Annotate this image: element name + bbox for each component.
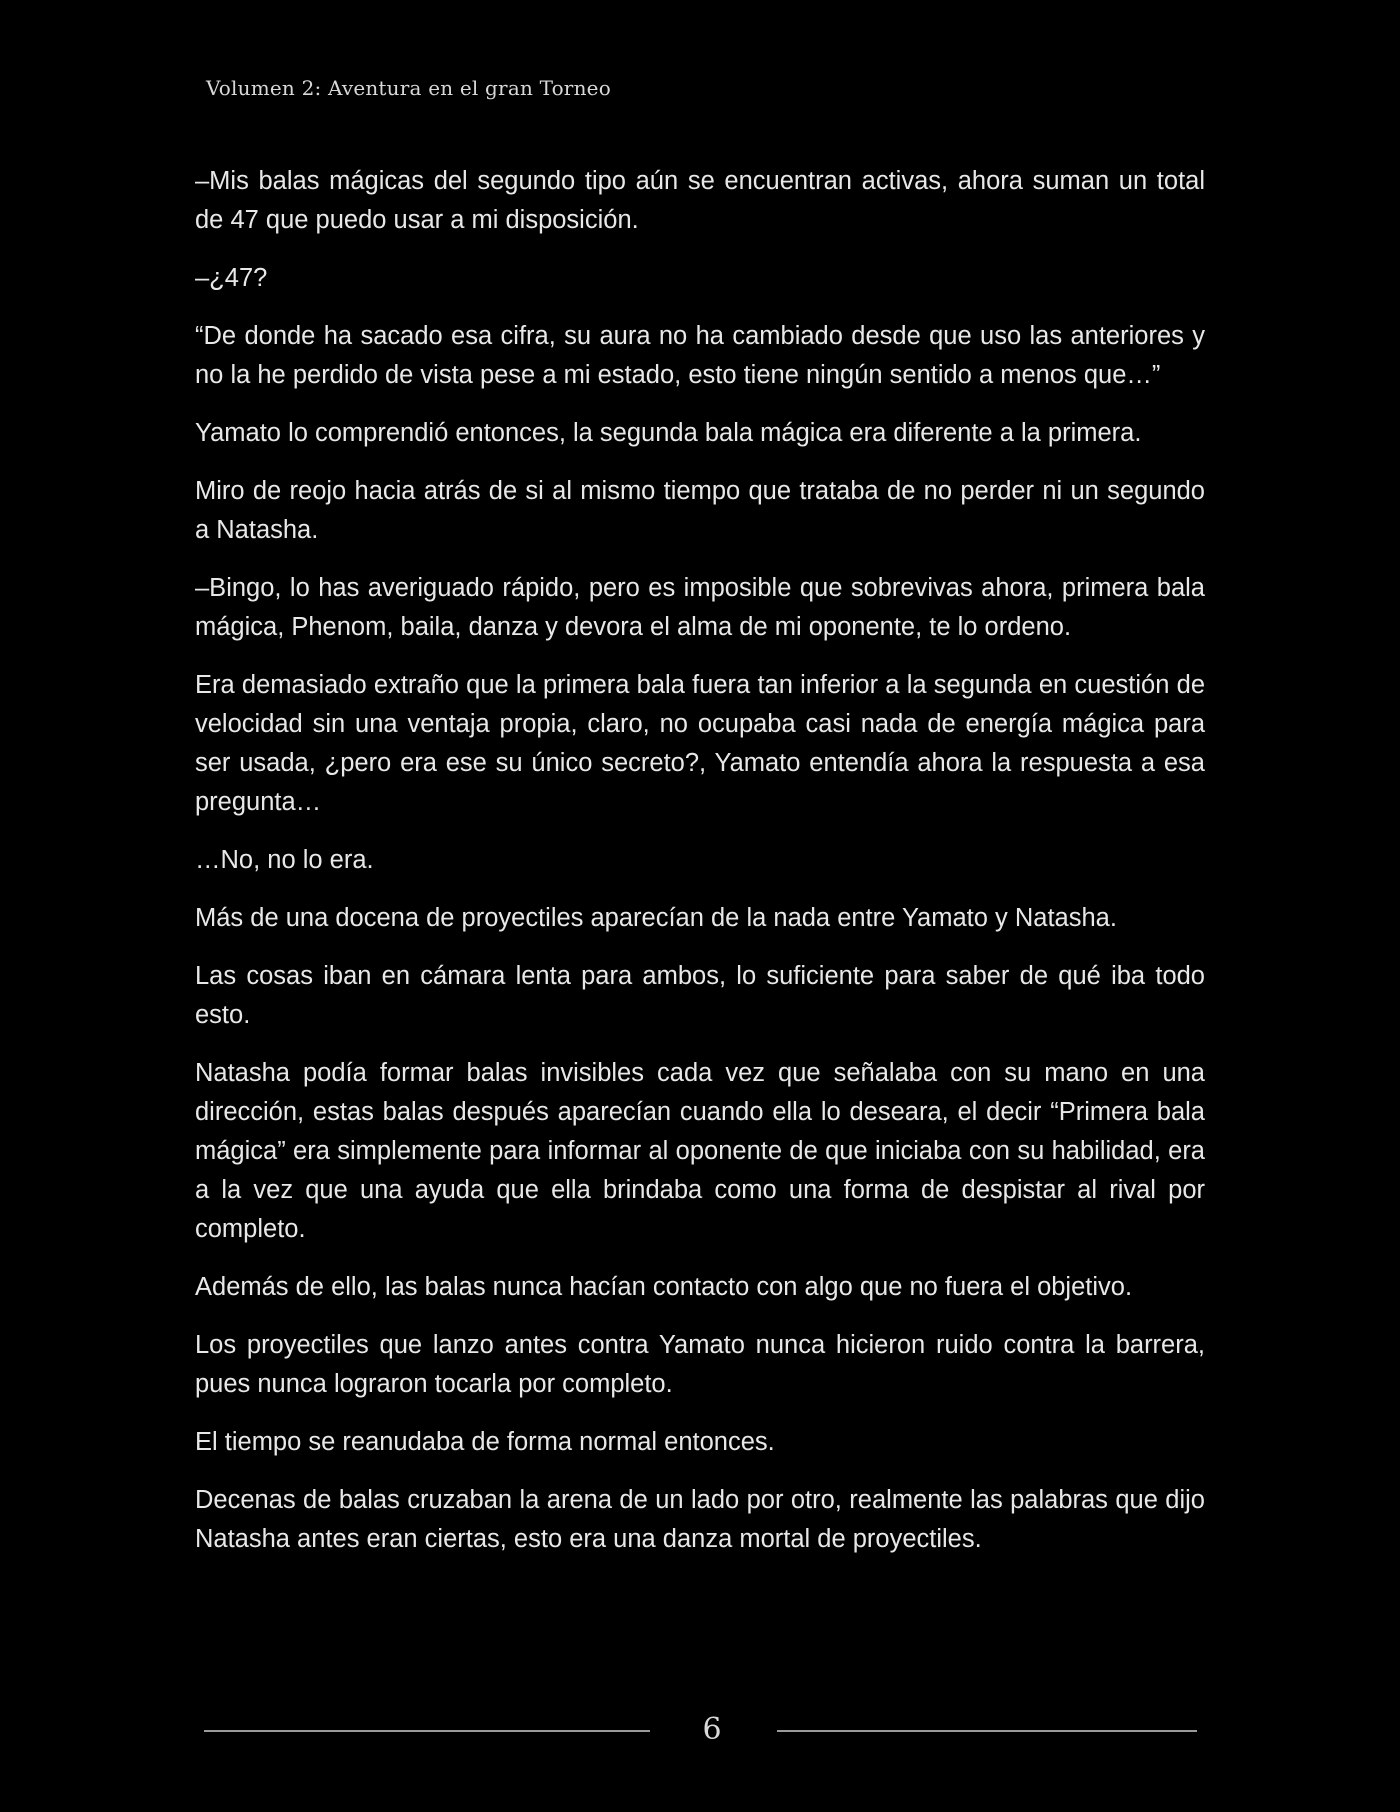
paragraph: Natasha podía formar balas invisibles cada vez que señalaba con su mano en una dirección, estas balas después aparecían cuando ella lo deseara, el decir “Primera bala mágica” era simplemente para informar al oponente de que iniciaba con su habilidad, era a la vez que una ayuda que ella brindaba como una forma de despistar al rival por completo. [195, 1059, 1205, 1243]
page-footer [0, 1710, 1400, 1750]
paragraph: Yamato lo comprendió entonces, la segunda bala mágica era diferente a la primera. [195, 419, 1142, 447]
page-number: 6 [702, 1712, 722, 1747]
paragraph: El tiempo se reanudaba de forma normal entonces. [195, 1428, 775, 1456]
paragraph: Era demasiado extraño que la primera bala fuera tan inferior a la segunda en cuestión de velocidad sin una ventaja propia, claro, no ocupaba casi nada de energía mágica para ser usada, ¿pero era ese su único secreto?, Yamato entendía ahora la respuesta a esa pregunta… [195, 671, 1205, 816]
paragraph: Decenas de balas cruzaban la arena de un lado por otro, realmente las palabras que dijo Natasha antes eran ciertas, esto era una danza mortal de proyectiles. [195, 1486, 1205, 1553]
paragraph: Más de una docena de proyectiles aparecían de la nada entre Yamato y Natasha. [195, 904, 1117, 932]
footer-rule-right [777, 1730, 1197, 1732]
paragraph: Además de ello, las balas nunca hacían contacto con algo que no fuera el objetivo. [195, 1273, 1133, 1301]
paragraph: Las cosas iban en cámara lenta para ambos, lo suficiente para saber de qué iba todo esto. [195, 962, 1205, 1029]
paragraph: –Mis balas mágicas del segundo tipo aún se encuentran activas, ahora suman un total de 47 que puedo usar a mi disposición. [195, 167, 1205, 234]
paragraph: …No, no lo era. [195, 846, 374, 874]
paragraph: –¿47? [195, 264, 268, 292]
body-text [195, 162, 1205, 1578]
footer-rule-left [204, 1730, 650, 1732]
paragraph: Los proyectiles que lanzo antes contra Yamato nunca hicieron ruido contra la barrera, pues nunca lograron tocarla por completo. [195, 1331, 1205, 1398]
paragraph: Miro de reojo hacia atrás de si al mismo tiempo que trataba de no perder ni un segundo a Natasha. [195, 477, 1205, 544]
running-header: Volumen 2: Aventura en el gran Torneo [206, 76, 611, 100]
paragraph: “De donde ha sacado esa cifra, su aura no ha cambiado desde que uso las anteriores y no la he perdido de vista pese a mi estado, esto tiene ningún sentido a menos que…” [195, 322, 1205, 389]
paragraph: –Bingo, lo has averiguado rápido, pero es imposible que sobrevivas ahora, primera bala mágica, Phenom, baila, danza y devora el alma de mi oponente, te lo ordeno. [195, 574, 1205, 641]
